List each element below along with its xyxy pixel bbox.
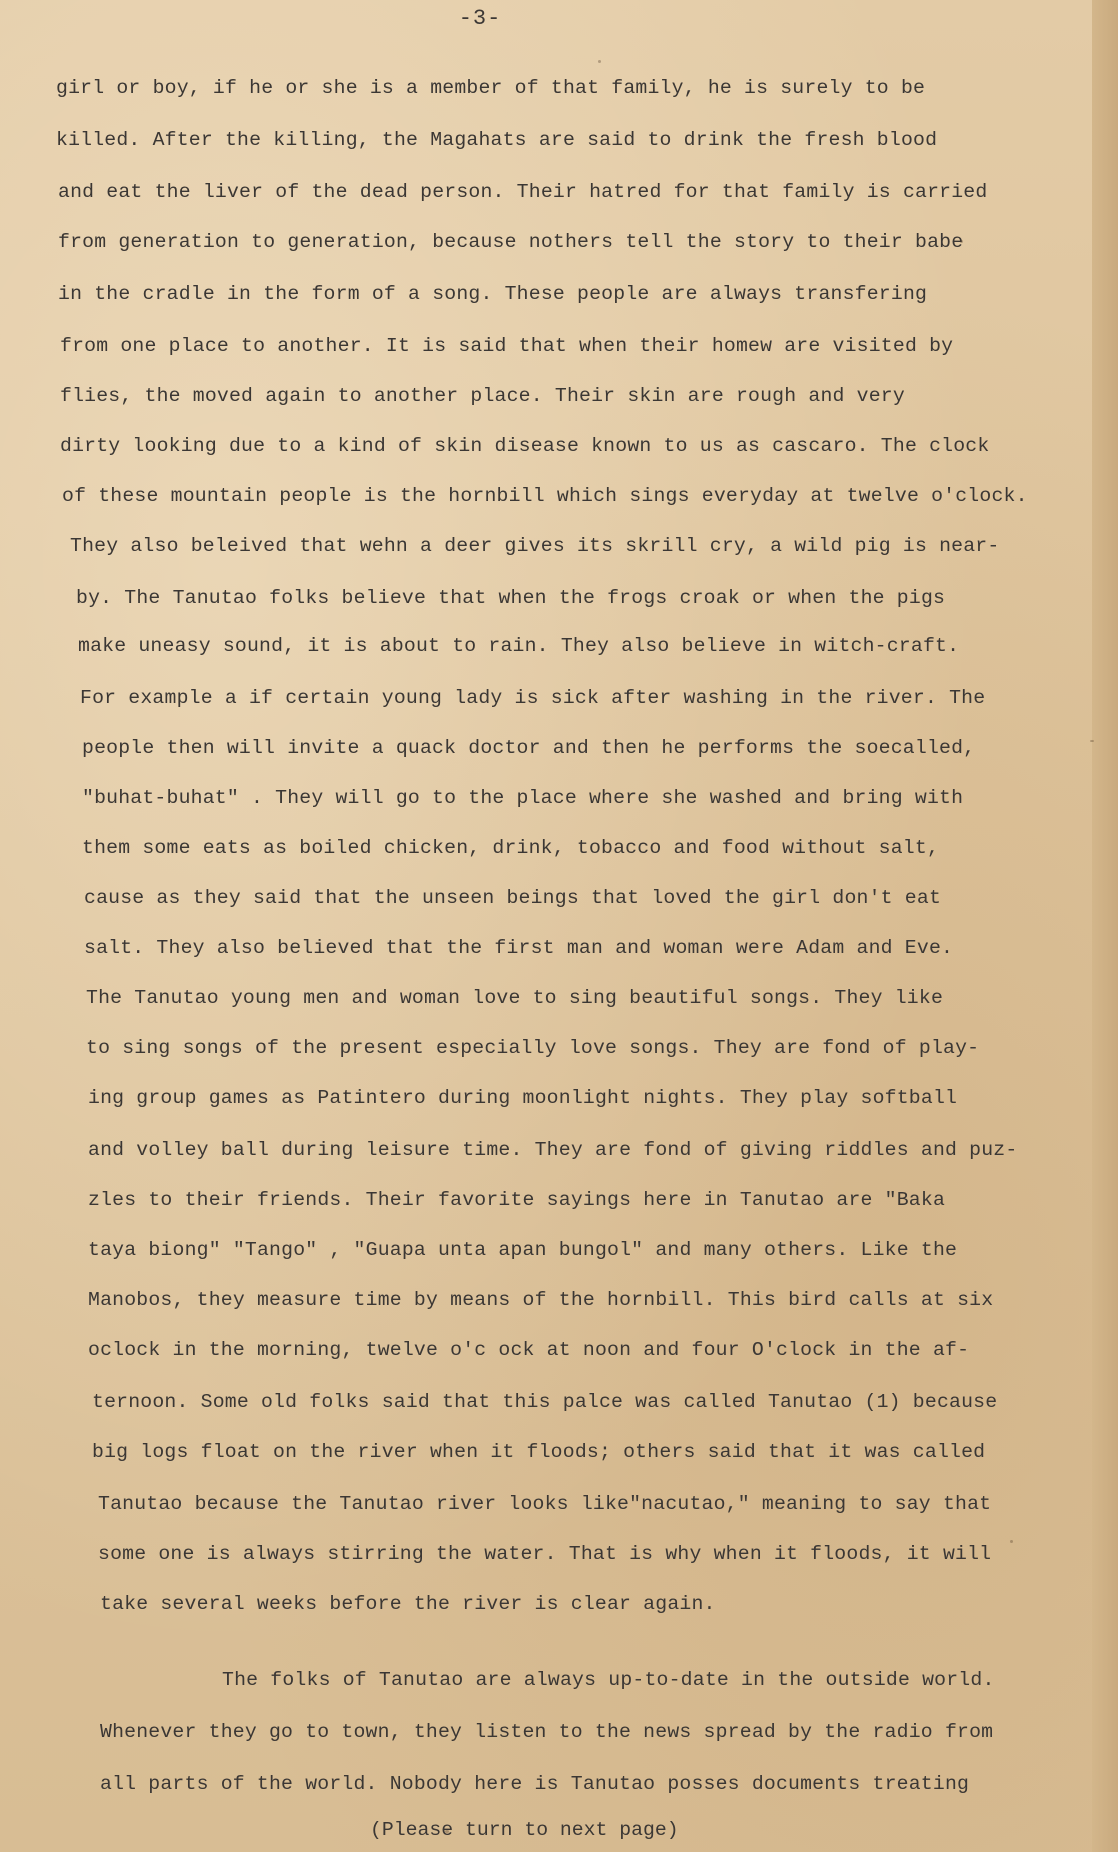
text-line: taya biong" "Tango" , "Guapa unta apan bungol" and many others. Like the: [88, 1239, 958, 1261]
text-line: of these mountain people is the hornbill which sings everyday at twelve o'clock.: [62, 485, 1028, 507]
text-line: by. The Tanutao folks believe that when the frogs croak or when the pigs: [76, 587, 946, 609]
text-line: in the cradle in the form of a song. These people are always transfering: [58, 283, 928, 305]
text-line: salt. They also believed that the first man and woman were Adam and Eve.: [84, 937, 954, 959]
text-line: take several weeks before the river is clear again.: [100, 1593, 716, 1615]
text-line: cause as they said that the unseen beings that loved the girl don't eat: [84, 887, 942, 909]
text-line: dirty looking due to a kind of skin disease known to us as cascaro. The clock: [60, 435, 990, 457]
text-line: Tanutao because the Tanutao river looks like"nacutao," meaning to say that: [98, 1493, 992, 1515]
text-line: oclock in the morning, twelve o'c ock at noon and four O'clock in the af-: [88, 1339, 970, 1361]
text-line: Whenever they go to town, they listen to the news spread by the radio from: [100, 1721, 994, 1743]
paper-speck: [1010, 1540, 1013, 1543]
text-line: ing group games as Patintero during moonlight nights. They play softball: [88, 1087, 958, 1109]
text-line: girl or boy, if he or she is a member of that family, he is surely to be: [56, 77, 926, 99]
paper-speck: [960, 240, 963, 243]
text-line: all parts of the world. Nobody here is Tanutao posses documents treating: [100, 1773, 970, 1795]
text-line: ternoon. Some old folks said that this palce was called Tanutao (1) because: [92, 1391, 998, 1413]
text-line: from one place to another. It is said that when their homew are visited by: [60, 335, 954, 357]
page-number: -3-: [458, 6, 502, 31]
text-line: zles to their friends. Their favorite sayings here in Tanutao are "Baka: [88, 1189, 946, 1211]
paper-speck: [598, 60, 601, 63]
paper-edge: [1092, 0, 1118, 1852]
text-line: from generation to generation, because nothers tell the story to their babe: [58, 231, 964, 253]
text-line: some one is always stirring the water. That is why when it floods, it will: [98, 1543, 992, 1565]
text-line: killed. After the killing, the Magahats are said to drink the fresh blood: [56, 129, 938, 151]
text-line: and eat the liver of the dead person. Their hatred for that family is carried: [58, 181, 988, 203]
text-line: The Tanutao young men and woman love to sing beautiful songs. They like: [86, 987, 944, 1009]
text-line: them some eats as boiled chicken, drink, tobacco and food without salt,: [82, 837, 940, 859]
paper-speck: [445, 1830, 449, 1833]
text-line: to sing songs of the present especially love songs. They are fond of play-: [86, 1037, 980, 1059]
text-line: people then will invite a quack doctor and then he performs the soecalled,: [82, 737, 976, 759]
text-line: flies, the moved again to another place. Their skin are rough and very: [60, 385, 905, 407]
text-line: They also beleived that wehn a deer gives its skrill cry, a wild pig is near-: [70, 535, 1000, 557]
text-line: For example a if certain young lady is sick after washing in the river. The: [80, 687, 986, 709]
continue-note: (Please turn to next page): [370, 1819, 679, 1841]
text-line: big logs float on the river when it floods; others said that it was called: [92, 1441, 986, 1463]
paper-speck: [1090, 740, 1094, 742]
text-line: "buhat-buhat" . They will go to the place where she washed and bring with: [82, 787, 964, 809]
text-line: Manobos, they measure time by means of the hornbill. This bird calls at six: [88, 1289, 994, 1311]
text-line: make uneasy sound, it is about to rain. They also believe in witch-craft.: [78, 635, 960, 657]
text-line: and volley ball during leisure time. They are fond of giving riddles and puz-: [88, 1139, 1018, 1161]
text-line: The folks of Tanutao are always up-to-date in the outside world.: [222, 1669, 995, 1691]
